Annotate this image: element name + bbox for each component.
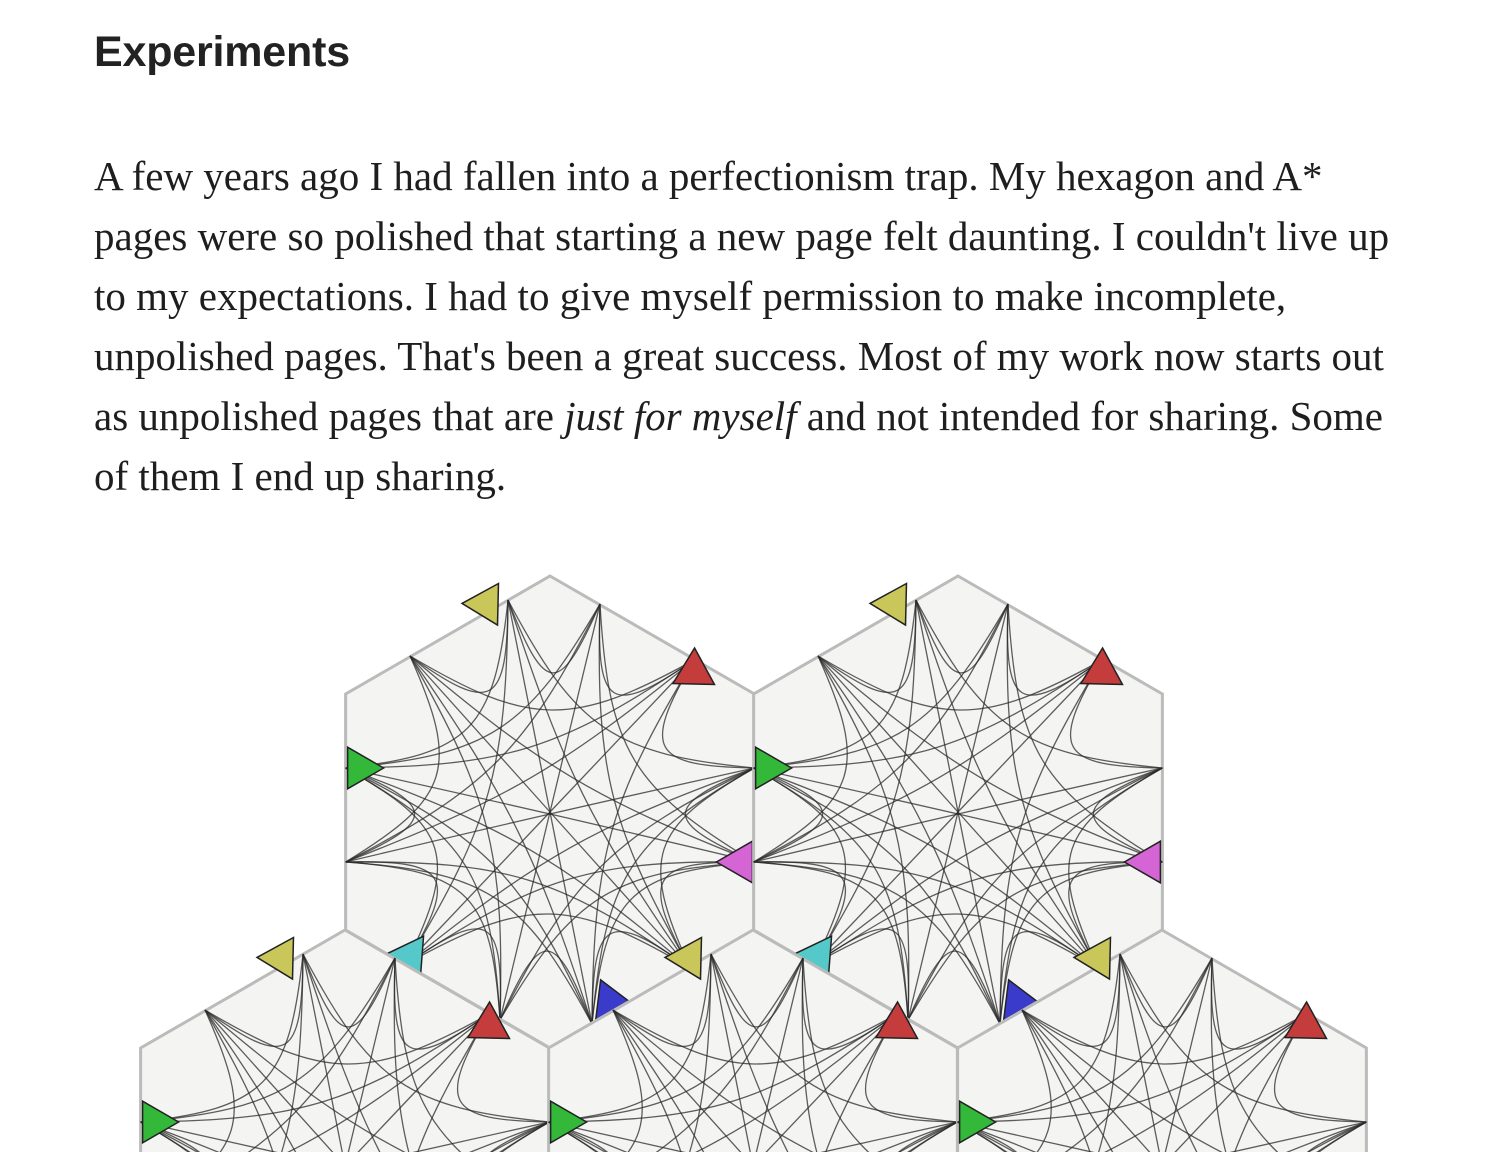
hexagon-group	[141, 576, 1367, 1152]
paragraph-text-start: A few years ago I had fallen into a perfectionism trap. My hexagon and A* pages were so polished that starting a new page felt daunting. I couldn't live up to my expectations. I had to give myself permission to make incomplete, unpolished pages. That's been a great success. Most of my work now starts out as unpolished pages that are	[94, 153, 1390, 439]
paragraph-emphasis: just for myself	[564, 393, 797, 439]
section-heading: Experiments	[94, 28, 350, 76]
paragraph-text-end: and not intended for sharing. Some of them I end up sharing.	[94, 393, 1383, 499]
